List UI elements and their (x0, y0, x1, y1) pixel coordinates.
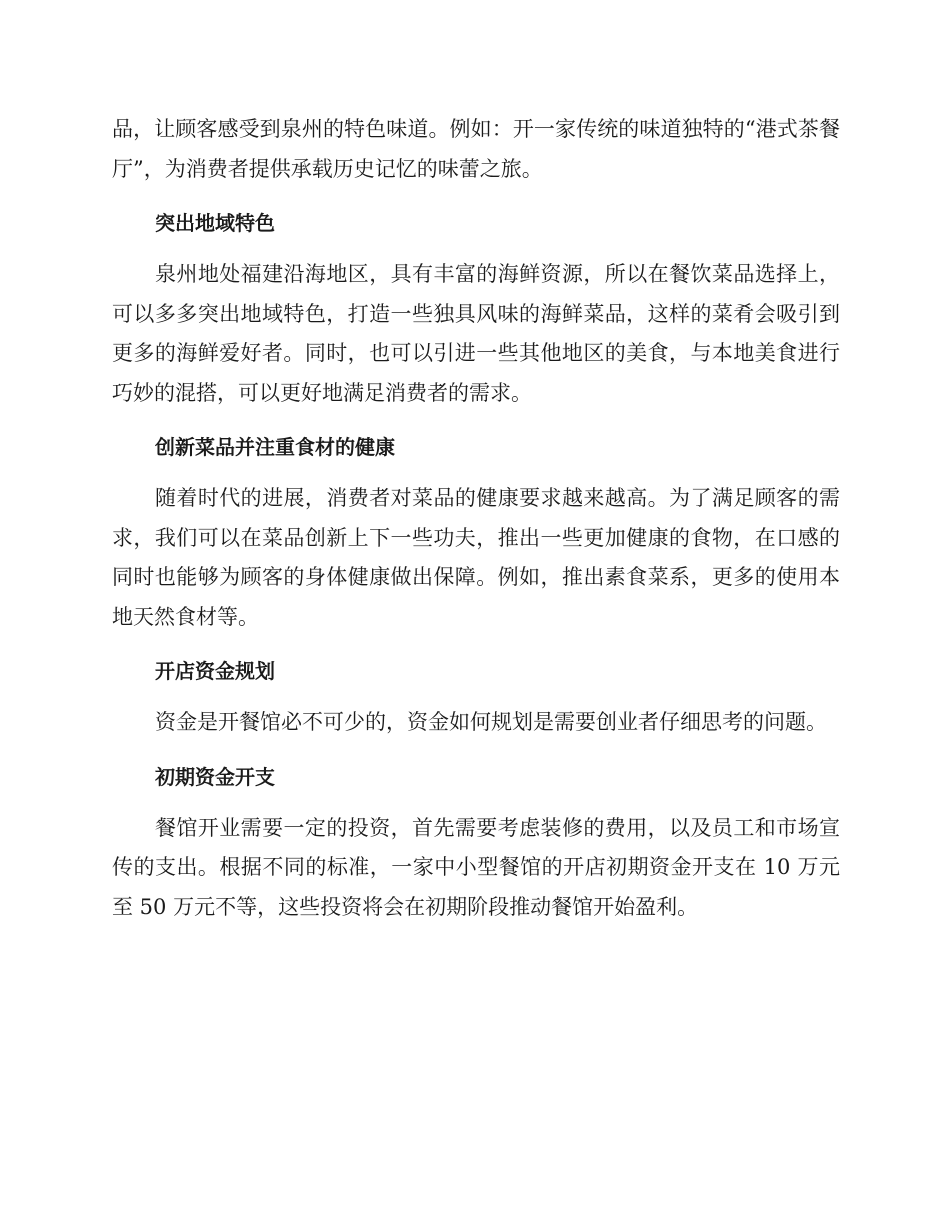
heading-regional-features: 突出地域特色 (155, 211, 275, 235)
paragraph-innovation-health: 随着时代的进展，消费者对菜品的健康要求越来越高。为了满足顾客的需求，我们可以在菜品创新上下一些功夫，推出一些更加健康的食物，在口感的同时也能够为顾客的身体健康做出保障。例如，推出素食菜系，更多的使用本地天然食材等。 (112, 486, 840, 629)
paragraph-funding-plan: 资金是开餐馆必不可少的，资金如何规划是需要创业者仔细思考的问题。 (155, 710, 827, 734)
paragraph-initial-expenses: 餐馆开业需要一定的投资，首先需要考虑装修的费用，以及员工和市场宣传的支出。根据不同的标准，一家中小型餐馆的开店初期资金开支在 10 万元至 50 万元不等，这些投资将会在初期阶段推动餐馆开始盈利。 (112, 815, 840, 919)
paragraph-regional-features: 泉州地处福建沿海地区，具有丰富的海鲜资源，所以在餐饮菜品选择上，可以多多突出地域特色，打造一些独具风味的海鲜菜品，这样的菜肴会吸引到更多的海鲜爱好者。同时，也可以引进一些其他地区的美食，与本地美食进行巧妙的混搭，可以更好地满足消费者的需求。 (112, 262, 840, 405)
heading-initial-expenses: 初期资金开支 (155, 764, 275, 789)
heading-innovation-health: 创新菜品并注重食材的健康 (155, 435, 395, 459)
paragraph-continuation: 品，让顾客感受到泉州的特色味道。例如：开一家传统的味道独特的“港式茶餐厅”，为消费者提供承载历史记忆的味蕾之旅。 (112, 117, 840, 181)
heading-funding-plan: 开店资金规划 (155, 659, 275, 683)
document-page (112, 110, 840, 927)
